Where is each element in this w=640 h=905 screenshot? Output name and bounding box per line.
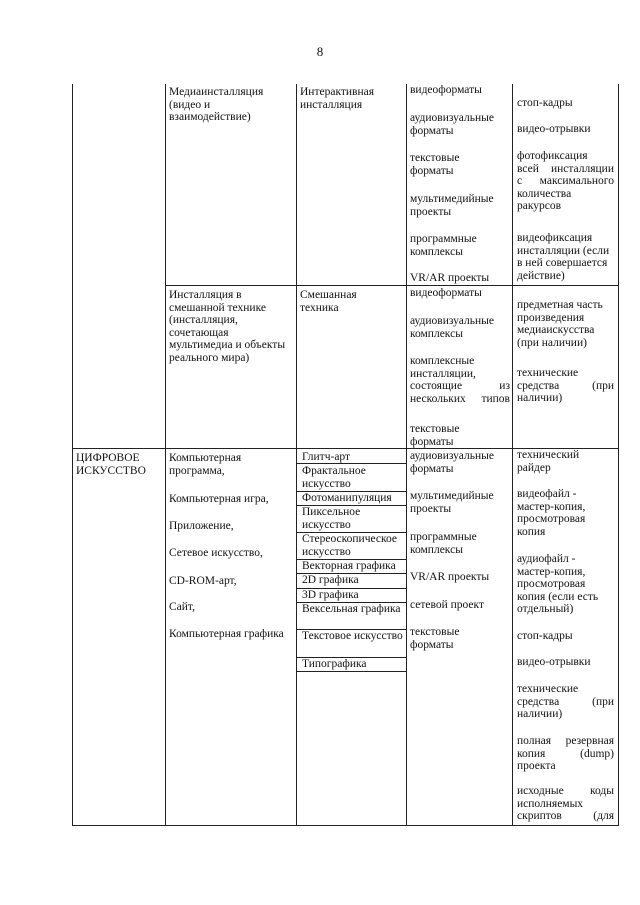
cell-subtype: Фотоманипуляция <box>302 492 392 504</box>
cell-subtype: Смешанная техника <box>300 289 357 314</box>
cell-type: Компьютерная программа, <box>169 452 242 477</box>
cell-subtype: Типографика <box>302 658 367 670</box>
cell-format: программные комплексы <box>410 531 477 556</box>
cell-subtype: Глитч-арт <box>302 451 351 463</box>
cell-format: комплексные инсталляции, состоящие из нескольких типов <box>410 355 510 405</box>
cell-materials: технические средства (при наличии) <box>517 367 614 404</box>
cell-format: текстовые форматы <box>410 152 460 177</box>
cell-type: Сайт, <box>169 601 195 613</box>
cell-materials: видео-отрывки <box>517 656 591 668</box>
cell-subtype: Интерактивная инсталляция <box>300 86 375 111</box>
cell-materials: технические средства (при наличии) <box>517 683 614 720</box>
table-border-right <box>618 84 619 826</box>
cell-materials: видео-отрывки <box>517 123 591 135</box>
cell-subtype: Векторная графика <box>302 560 396 572</box>
cell-type: Медиаинсталляция (видео и взаимодействие) <box>169 86 264 123</box>
cell-type: Приложение, <box>169 520 234 532</box>
table-border-bottom <box>72 825 618 826</box>
cell-type: Инсталляция в смешанной технике (инсталляция, сочетающая мультимедиа и объекты реального мира) <box>169 289 286 364</box>
cell-type: Сетевое искусство, <box>169 547 263 559</box>
column-divider <box>406 84 407 826</box>
cell-category: ЦИФРОВОЕ ИСКУССТВО <box>76 452 146 477</box>
cell-subtype: Текстовое искусство <box>302 630 403 642</box>
cell-subtype: 3D графика <box>302 589 359 601</box>
cell-format: мультимедийные проекты <box>410 490 494 515</box>
column-divider <box>512 84 513 826</box>
cell-type: Компьютерная игра, <box>169 493 269 505</box>
cell-materials: полная резервная копия (dump) проекта <box>517 735 614 772</box>
column-divider <box>296 84 297 826</box>
cell-format: аудиовизуальные форматы <box>410 112 494 137</box>
cell-format: аудиовизуальные форматы <box>410 450 494 475</box>
cell-format: программные комплексы <box>410 233 477 258</box>
subrow-divider <box>296 671 406 672</box>
cell-subtype: 2D графика <box>302 574 359 586</box>
page-number: 8 <box>316 44 324 59</box>
cell-materials: предметная часть произведения медиаискусства (при наличии) <box>517 299 603 349</box>
table-border-left <box>72 84 73 826</box>
cell-format: текстовые форматы <box>410 626 460 651</box>
cell-subtype: Пиксельное искусство <box>302 506 361 531</box>
cell-subtype: Стереоскопическое искусство <box>302 533 397 558</box>
cell-format: VR/AR проекты <box>410 571 490 583</box>
cell-format: текстовые форматы <box>410 423 460 448</box>
column-divider <box>165 84 166 826</box>
cell-materials: стоп-кадры <box>517 630 573 642</box>
cell-format: VR/AR проекты <box>410 272 490 284</box>
cell-materials: видеофайл - мастер-копия, просмотровая копия <box>517 488 586 538</box>
cell-format: видеоформаты <box>410 84 482 96</box>
cell-materials: аудиофайл - мастер-копия, просмотровая копия (если есть отдельный) <box>517 553 599 615</box>
cell-type: Компьютерная графика <box>169 628 284 640</box>
cell-materials: фотофиксация всей инсталляции с максимального количества ракурсов <box>517 150 614 212</box>
cell-format: мультимедийные проекты <box>410 193 494 218</box>
cell-format: сетевой проект <box>410 599 484 611</box>
cell-materials: стоп-кадры <box>517 97 573 109</box>
cell-subtype: Вексельная графика <box>302 603 401 615</box>
cell-materials: исходные коды исполняемых скриптов (для <box>517 785 614 822</box>
cell-format: аудиовизуальные комплексы <box>410 315 494 340</box>
cell-type: CD-ROM-арт, <box>169 575 237 587</box>
cell-materials: технический райдер <box>517 449 580 474</box>
cell-format: видеоформаты <box>410 287 482 299</box>
cell-subtype: Фрактальное искусство <box>302 465 366 490</box>
row-divider <box>165 285 618 286</box>
cell-materials: видеофиксация инсталляции (если в ней совершается действие) <box>517 232 610 282</box>
